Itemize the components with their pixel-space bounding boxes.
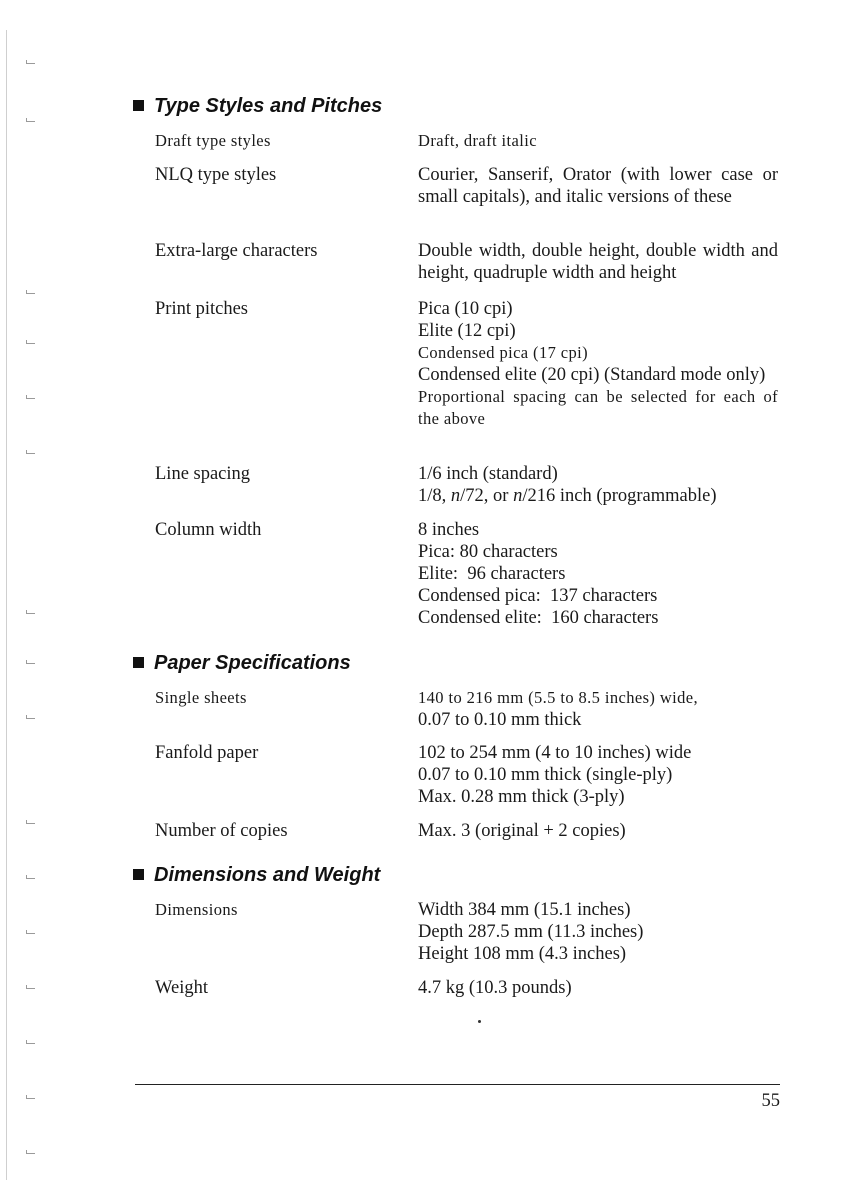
scan-mark: [26, 660, 35, 664]
scan-mark: [26, 118, 35, 122]
text-fragment: /72, or: [460, 486, 514, 506]
spec-value-line: 8 inches: [418, 520, 480, 540]
spec-value: [418, 298, 778, 430]
spec-value-line: Condensed pica: 137 characters: [418, 586, 658, 606]
spec-value-line: Elite (12 cpi): [418, 321, 516, 341]
spec-value-line: Draft, draft italic: [418, 131, 537, 150]
spec-label: Weight: [155, 978, 208, 998]
section-title: Type Styles and Pitches: [154, 95, 383, 117]
spec-value-line: 0.07 to 0.10 mm thick: [418, 710, 582, 730]
spec-value-line: 4.7 kg (10.3 pounds): [418, 978, 572, 998]
spec-value-line: Max. 3 (original + 2 copies): [418, 821, 626, 841]
spec-label: Fanfold paper: [155, 743, 259, 763]
scan-mark: [26, 985, 35, 989]
spec-value-text: Proportional spacing can be selected for each of the above: [418, 387, 778, 428]
spec-value: [418, 742, 778, 808]
italic-variable: n: [513, 486, 523, 506]
scan-mark: [26, 715, 35, 719]
scan-mark: [26, 1040, 35, 1044]
spec-label: Number of copies: [155, 821, 288, 841]
section-heading-paper: [133, 651, 351, 675]
spec-value-line: Height 108 mm (4.3 inches): [418, 944, 627, 964]
square-bullet-icon: [133, 657, 144, 668]
spec-value-line: Width 384 mm (15.1 inches): [418, 900, 631, 920]
spec-label: NLQ type styles: [155, 165, 277, 185]
spec-value-line: Depth 287.5 mm (11.3 inches): [418, 922, 644, 942]
scan-mark: [26, 610, 35, 614]
section-title: Paper Specifications: [154, 652, 351, 674]
spec-value-line: Elite: 96 characters: [418, 564, 566, 584]
square-bullet-icon: [133, 869, 144, 880]
spec-label: Dimensions: [155, 900, 238, 919]
spec-label: Extra-large characters: [155, 241, 318, 261]
scan-mark: [26, 450, 35, 454]
scan-mark: [26, 340, 35, 344]
spec-label: Single sheets: [155, 688, 247, 707]
spec-value-line: Max. 0.28 mm thick (3-ply): [418, 787, 625, 807]
italic-variable: n: [450, 486, 461, 506]
spec-value: [418, 130, 778, 152]
spec-value-text: Double width, double height, double width and height, quadruple width and height: [418, 241, 778, 283]
spec-label: Draft type styles: [155, 131, 271, 150]
spec-label: Line spacing: [155, 464, 251, 484]
binding-edge: [6, 30, 7, 1180]
spec-value-line: 1/6 inch (standard): [418, 464, 558, 484]
section-heading-dimensions: [133, 863, 380, 887]
spec-value: [418, 240, 778, 284]
spec-value: [418, 899, 778, 965]
spec-value-line: 140 to 216 mm (5.5 to 8.5 inches) wide,: [418, 688, 699, 707]
spec-value: [418, 687, 778, 731]
section-title: Dimensions and Weight: [154, 864, 381, 886]
spec-value-line: Condensed elite: 160 characters: [418, 608, 659, 628]
stray-dot: [478, 1020, 481, 1023]
spec-value-line: 0.07 to 0.10 mm thick (single-ply): [418, 765, 673, 785]
spec-value: [418, 463, 778, 507]
spec-value-text: Condensed elite (20 cpi) (Standard mode only): [418, 365, 766, 385]
scan-mark: [26, 395, 35, 399]
section-heading-type-styles: [133, 94, 382, 118]
text-fragment: 1/8,: [418, 486, 451, 506]
text-fragment: /216 inch (programmable): [522, 486, 717, 506]
square-bullet-icon: [133, 100, 144, 111]
spec-value-line: Condensed pica (17 cpi): [418, 343, 589, 362]
footer-rule: [135, 1084, 780, 1085]
page-number: 55: [761, 1091, 780, 1111]
spec-value-line: [418, 485, 778, 507]
spec-value-line: Pica (10 cpi): [418, 299, 513, 319]
scan-mark: [26, 1150, 35, 1154]
spec-value: [418, 519, 778, 629]
scan-mark: [26, 875, 35, 879]
scan-mark: [26, 930, 35, 934]
scan-mark: [26, 1095, 35, 1099]
spec-value: [418, 977, 778, 999]
scan-mark: [26, 290, 35, 294]
spec-value: [418, 164, 778, 208]
spec-value: [418, 820, 778, 842]
scan-mark: [26, 60, 35, 64]
scan-mark: [26, 820, 35, 824]
spec-value-line: 102 to 254 mm (4 to 10 inches) wide: [418, 743, 692, 763]
spec-label: Column width: [155, 520, 262, 540]
spec-label: Print pitches: [155, 299, 249, 319]
spec-value-line: Pica: 80 characters: [418, 542, 558, 562]
spec-value-text: Courier, Sanserif, Orator (with lower case or small capitals), and italic versions of these: [418, 165, 778, 207]
